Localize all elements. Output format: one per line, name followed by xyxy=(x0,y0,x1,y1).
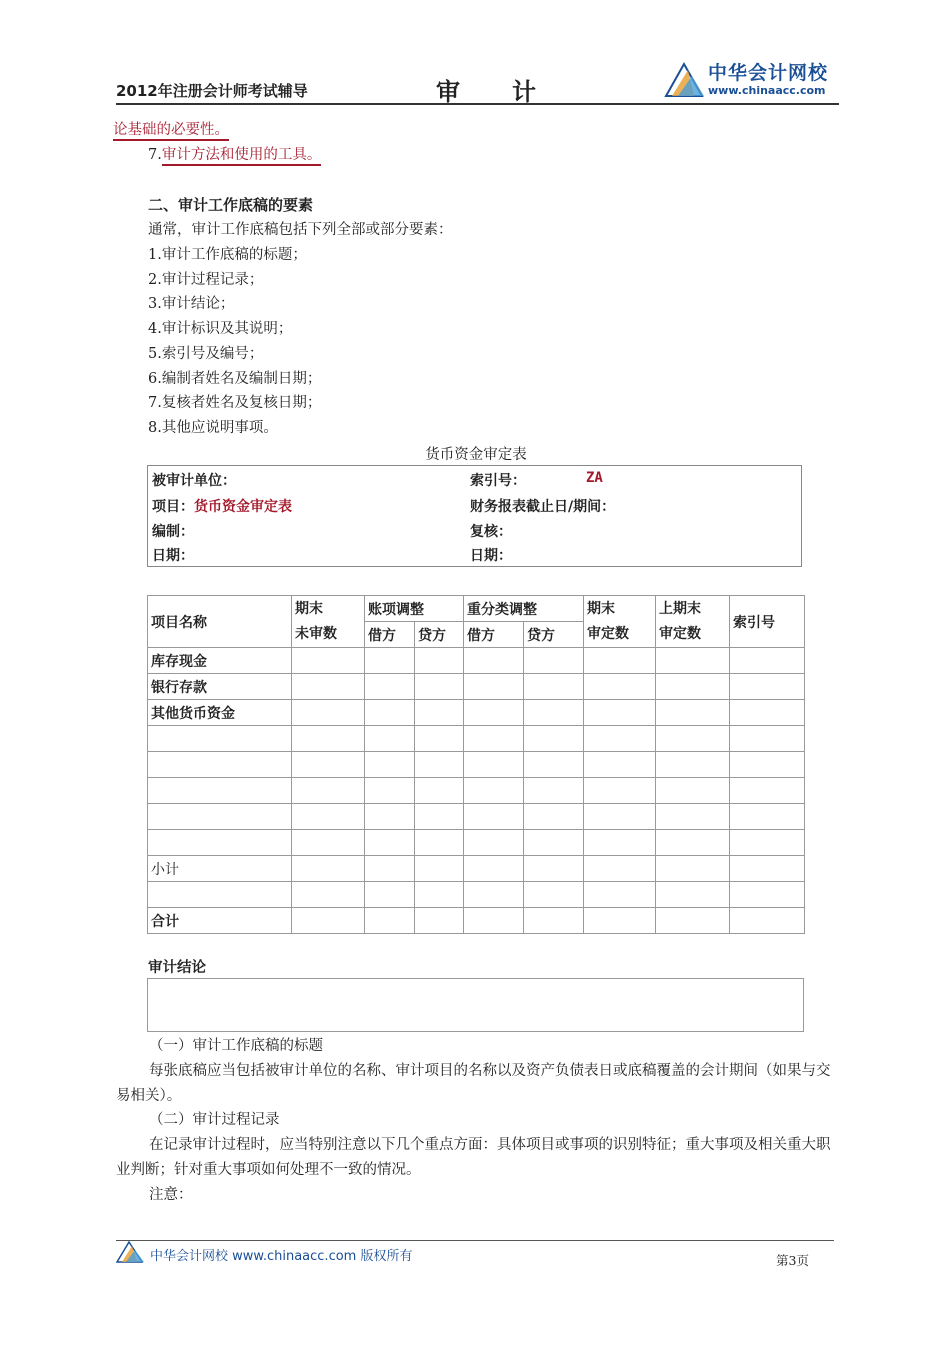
header-end-audited xyxy=(584,596,656,648)
continued-line xyxy=(113,118,229,139)
list-item: 3.审计结论； xyxy=(148,296,235,313)
header-end-unaudited xyxy=(292,596,365,648)
list-item: 1.审计工作底稿的标题； xyxy=(148,246,307,263)
header-item-name: 项目名称 xyxy=(148,596,292,648)
table-row xyxy=(148,752,805,778)
list-item: 5.索引号及编号； xyxy=(148,345,264,362)
list-number: 7. xyxy=(148,147,162,163)
header-credit: 贷方 xyxy=(524,622,584,648)
header-text: 期末 xyxy=(587,600,615,617)
date-label-2: 日期： xyxy=(470,548,512,564)
project-value: 货币资金审定表 xyxy=(194,499,292,515)
table-row xyxy=(148,804,805,830)
footer-rule xyxy=(116,1240,834,1241)
logo-name: 中华会计网校 xyxy=(708,62,829,84)
row-label: 合计 xyxy=(148,908,292,934)
header-prev-audited xyxy=(656,596,730,648)
row-label: 其他货币资金 xyxy=(148,700,292,726)
row-label: 库存现金 xyxy=(148,648,292,674)
note-label: 注意： xyxy=(149,1187,193,1203)
row-label: 小计 xyxy=(148,856,292,882)
table-row xyxy=(148,674,805,700)
header-text: 未审数 xyxy=(295,625,337,642)
paragraph-2: 在记录审计过程时，应当特别注意以下几个重点方面：具体项目或事项的识别特征；重大事项及相关重大职业判断；针对重大事项如何处理不一致的情况。 xyxy=(116,1137,831,1178)
table-row xyxy=(148,700,805,726)
footer-copyright: 中华会计网校 www.chinaacc.com 版权所有 xyxy=(150,1249,413,1264)
index-label: 索引号： xyxy=(470,473,526,489)
header-credit: 贷方 xyxy=(415,622,464,648)
logo-triangle-icon xyxy=(664,58,706,98)
header-subject: 审计 xyxy=(436,78,588,106)
form-caption: 货币资金审定表 xyxy=(425,447,527,463)
header-text: 审定数 xyxy=(659,625,701,642)
brand-logo xyxy=(664,58,844,100)
logo-url: www.chinaacc.com xyxy=(708,84,826,97)
linked-text-1[interactable]: 论基础的必要性。 xyxy=(113,122,229,141)
form-info-box xyxy=(147,465,802,567)
header-rule xyxy=(116,103,839,105)
list-item: 7.复核者姓名及复核日期； xyxy=(148,395,322,412)
list-item: 2.审计过程记录； xyxy=(148,271,264,288)
subheading-2: （二）审计过程记录 xyxy=(149,1112,280,1128)
audited-unit-label: 被审计单位： xyxy=(152,473,236,489)
header-adjustment: 账项调整 xyxy=(365,596,464,622)
header-reclass: 重分类调整 xyxy=(464,596,584,622)
list-item: 8.其他应说明事项。 xyxy=(148,420,278,436)
table-row xyxy=(148,648,805,674)
list-item: 4.审计标识及其说明； xyxy=(148,321,293,337)
table-row xyxy=(148,908,805,934)
table-row xyxy=(148,726,805,752)
header-title: 2012年注册会计师考试辅导 xyxy=(116,82,308,100)
elements-list xyxy=(148,218,453,441)
intro-text: 通常，审计工作底稿包括下列全部或部分要素： xyxy=(148,222,453,238)
header-text: 审定数 xyxy=(587,625,629,642)
table-row xyxy=(148,856,805,882)
index-value: ZA xyxy=(586,470,603,486)
prepared-label: 编制： xyxy=(152,524,194,540)
list-item-7 xyxy=(148,143,321,167)
project-label-text: 项目： xyxy=(152,499,194,515)
table-row xyxy=(148,778,805,804)
paragraph-1: 每张底稿应当包括被审计单位的名称、审计项目的名称以及资产负债表日或底稿覆盖的会计期间（如果与交易相关）。 xyxy=(116,1063,831,1104)
conclusion-label: 审计结论 xyxy=(148,960,206,976)
row-label: 银行存款 xyxy=(148,674,292,700)
header-debit: 借方 xyxy=(365,622,415,648)
table-row xyxy=(148,830,805,856)
header-index: 索引号 xyxy=(730,596,805,648)
header-text: 上期末 xyxy=(659,600,701,617)
table-row xyxy=(148,882,805,908)
header-text: 期末 xyxy=(295,600,323,617)
reviewed-label: 复核： xyxy=(470,524,512,540)
footer-logo-icon xyxy=(116,1238,146,1264)
section-heading: 二、审计工作底稿的要素 xyxy=(148,196,314,214)
header-debit: 借方 xyxy=(464,622,524,648)
list-item: 6.编制者姓名及编制日期； xyxy=(148,370,322,387)
linked-text-2[interactable]: 审计方法和使用的工具。 xyxy=(162,147,322,166)
project-label xyxy=(152,496,292,516)
date-label-1: 日期： xyxy=(152,548,194,564)
conclusion-box xyxy=(147,978,804,1032)
subheading-1: （一）审计工作底稿的标题 xyxy=(149,1038,323,1054)
cash-audit-table xyxy=(147,595,805,934)
period-label: 财务报表截止日/期间： xyxy=(470,499,616,515)
page-number: 第3页 xyxy=(776,1253,809,1268)
